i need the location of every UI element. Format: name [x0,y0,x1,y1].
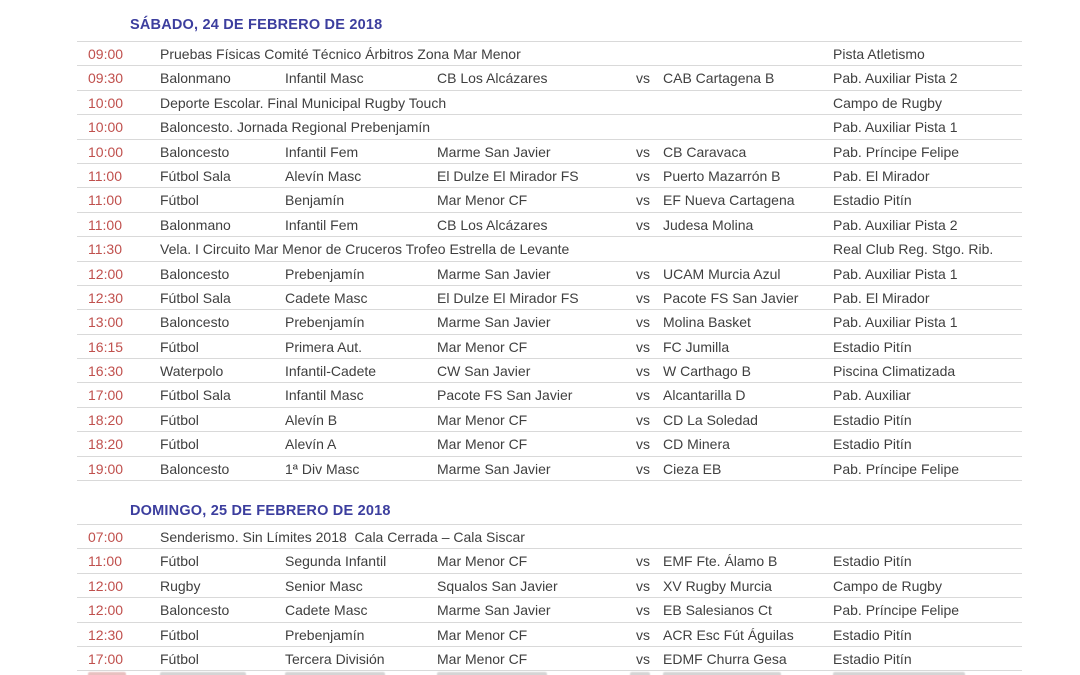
sport-cell: Rugby [160,577,201,594]
vs-cell: vs [636,338,650,355]
away-team-cell: EMF Fte. Álamo B [663,553,778,570]
home-team-cell: Marme San Javier [437,460,551,477]
vs-cell: vs [636,460,650,477]
home-team-cell: Squalos San Javier [437,577,558,594]
venue-cell: Campo de Rugby [833,577,942,594]
sport-cell: Fútbol Sala [160,167,231,184]
category-cell: Cadete Masc [285,602,368,619]
event-cell: Pruebas Físicas Comité Técnico Árbitros Zona Mar Menor [160,46,521,62]
time-cell: 11:00 [88,216,122,233]
category-cell: 1ª Div Masc [285,460,360,477]
time-cell: 13:00 [88,314,124,331]
vs-cell: vs [636,436,650,453]
venue-cell: Real Club Reg. Stgo. Rib. [833,241,994,258]
sport-cell: Baloncesto [160,265,230,282]
table-row [77,42,1022,66]
away-team-cell: Molina Basket [663,314,751,331]
event-cell: Vela. I Circuito Mar Menor de Cruceros Trofeo Estrella de Levante [160,241,570,258]
vs-cell: vs [636,314,650,331]
time-cell: 12:30 [88,289,124,306]
venue-cell: Pab. Auxiliar [833,387,911,404]
table-row [77,383,1022,407]
time-cell: 17:00 [88,387,124,404]
sport-cell: Balonmano [160,70,231,87]
time-cell: 11:00 [88,553,122,570]
category-cell: Infantil Fem [285,216,359,233]
time-cell: 16:30 [88,363,124,380]
time-cell: 17:00 [88,650,124,667]
sunday-section [77,501,1022,675]
table-row [77,457,1022,481]
away-team-cell: FC Jumilla [663,338,730,355]
event-cell: Deporte Escolar. Final Municipal Rugby Touch [160,94,447,111]
venue-cell: Pab. Auxiliar Pista 1 [833,265,958,282]
vs-cell: vs [636,602,650,619]
category-cell: Infantil Masc [285,70,364,87]
table-row [77,115,1022,139]
home-team-cell: Pacote FS San Javier [437,387,573,404]
venue-cell: Pista Atletismo [833,46,925,62]
sport-cell: Fútbol [160,338,199,355]
category-cell: Primera Aut. [285,338,363,355]
vs-cell: vs [636,411,650,428]
home-team-cell: Mar Menor CF [437,650,528,667]
away-team-cell: EF Nueva Cartagena [663,192,795,209]
category-cell: Alevín B [285,411,338,428]
vs-cell: vs [636,363,650,380]
sport-cell: Baloncesto [160,143,230,160]
time-cell: 18:20 [88,436,124,453]
category-cell: Infantil Masc [285,387,364,404]
away-team-cell: Judesa Molina [663,216,754,233]
venue-cell: Estadio Pitín [833,192,912,209]
away-team-cell: Cieza EB [663,460,722,477]
saturday-section-title: SÁBADO, 24 DE FEBRERO DE 2018 [130,17,383,33]
vs-cell: vs [636,577,650,594]
category-cell: Alevín A [285,436,337,453]
away-team-cell: UCAM Murcia Azul [663,265,781,282]
time-cell: 09:00 [88,46,124,62]
away-team-cell: CB Caravaca [663,143,747,160]
home-team-cell: Marme San Javier [437,602,551,619]
vs-cell: vs [636,143,650,160]
venue-cell: Pab. Auxiliar Pista 1 [833,119,958,136]
venue-cell: Estadio Pitín [833,650,912,667]
venue-cell: Estadio Pitín [833,626,912,643]
home-team-cell: Marme San Javier [437,143,551,160]
time-cell: 07:00 [88,529,124,545]
time-cell: 12:30 [88,626,124,643]
venue-cell: Estadio Pitín [833,436,912,453]
sport-cell: Fútbol [160,626,199,643]
away-team-cell: ACR Esc Fút Águilas [663,626,794,643]
sport-cell: Fútbol [160,411,199,428]
category-cell: Alevín Masc [285,167,362,184]
venue-cell: Pab. El Mirador [833,167,930,184]
vs-cell: vs [636,192,650,209]
home-team-cell: Mar Menor CF [437,553,528,570]
table-row [77,66,1022,90]
sport-cell: Fútbol [160,650,199,667]
away-team-cell: CD Minera [663,436,730,453]
table-row [77,335,1022,359]
home-team-cell: Mar Menor CF [437,411,528,428]
home-team-cell: Marme San Javier [437,265,551,282]
sport-cell: Baloncesto [160,460,230,477]
away-team-cell: XV Rugby Murcia [663,577,772,594]
time-cell: 10:00 [88,94,124,111]
table-row [77,188,1022,212]
category-cell: Cadete Masc [285,289,368,306]
home-team-cell: CB Los Alcázares [437,70,548,87]
home-team-cell: CB Los Alcázares [437,216,548,233]
time-cell: 18:20 [88,411,124,428]
venue-cell: Pab. Auxiliar Pista 1 [833,314,958,331]
away-team-cell: Alcantarilla D [663,387,746,404]
home-team-cell: Mar Menor CF [437,436,528,453]
category-cell: Segunda Infantil [285,553,387,570]
time-cell: 12:00 [88,602,124,619]
vs-cell: vs [636,626,650,643]
vs-cell: vs [636,650,650,667]
away-team-cell: EB Salesianos Ct [663,602,772,619]
time-cell: 11:00 [88,192,122,209]
table-row [77,525,1022,549]
vs-cell: vs [636,289,650,306]
venue-cell: Pab. Príncipe Felipe [833,460,960,477]
sport-cell: Balonmano [160,216,231,233]
venue-cell: Pab. Príncipe Felipe [833,602,960,619]
venue-cell: Estadio Pitín [833,411,912,428]
venue-cell: Pab. Auxiliar Pista 2 [833,70,958,87]
away-team-cell: EDMF Churra Gesa [663,650,787,667]
table-row [77,549,1022,573]
venue-cell: Pab. Príncipe Felipe [833,143,960,160]
time-cell: 10:00 [88,119,124,136]
category-cell: Tercera División [285,650,385,667]
table-row [77,237,1022,261]
saturday-rows [77,41,1022,481]
clipped-partial-row [77,671,1022,675]
table-row [77,408,1022,432]
time-cell: 09:30 [88,70,124,87]
away-team-cell: CAB Cartagena B [663,70,775,87]
category-cell: Prebenjamín [285,314,365,331]
sport-cell: Fútbol [160,553,199,570]
home-team-cell: Mar Menor CF [437,192,528,209]
home-team-cell: Mar Menor CF [437,626,528,643]
venue-cell: Estadio Pitín [833,553,912,570]
category-cell: Infantil-Cadete [285,363,377,380]
sport-cell: Fútbol [160,436,199,453]
category-cell: Infantil Fem [285,143,359,160]
table-row [77,164,1022,188]
sport-cell: Baloncesto [160,602,230,619]
sport-cell: Fútbol Sala [160,387,231,404]
home-team-cell: Marme San Javier [437,314,551,331]
time-cell: 11:00 [88,167,122,184]
home-team-cell: Mar Menor CF [437,338,528,355]
table-row [77,286,1022,310]
vs-cell: vs [636,553,650,570]
away-team-cell: Puerto Mazarrón B [663,167,781,184]
vs-cell: vs [636,265,650,282]
time-cell: 12:00 [88,577,124,594]
vs-cell: vs [636,216,650,233]
table-row [77,140,1022,164]
table-row [77,91,1022,115]
away-team-cell: W Carthago B [663,363,751,380]
home-team-cell: CW San Javier [437,363,531,380]
sport-cell: Waterpolo [160,363,224,380]
sunday-section-title: DOMINGO, 25 DE FEBRERO DE 2018 [130,503,391,519]
table-row [77,623,1022,647]
sport-cell: Fútbol [160,192,199,209]
table-row [77,262,1022,286]
away-team-cell: CD La Soledad [663,411,758,428]
vs-cell: vs [636,167,650,184]
saturday-section [77,15,1022,481]
time-cell: 10:00 [88,143,124,160]
sport-cell: Fútbol Sala [160,289,231,306]
category-cell: Prebenjamín [285,265,365,282]
event-cell: Baloncesto. Jornada Regional Prebenjamín [160,119,431,136]
away-team-cell: Pacote FS San Javier [663,289,799,306]
venue-cell: Pab. El Mirador [833,289,930,306]
time-cell: 19:00 [88,460,124,477]
sport-cell: Baloncesto [160,314,230,331]
category-cell: Senior Masc [285,577,363,594]
vs-cell: vs [636,387,650,404]
table-row [77,574,1022,598]
category-cell: Benjamín [285,192,345,209]
vs-cell: vs [636,70,650,87]
table-row [77,213,1022,237]
table-row [77,598,1022,622]
sunday-rows [77,524,1022,671]
home-team-cell: El Dulze El Mirador FS [437,289,579,306]
table-row [77,647,1022,671]
event-cell: Senderismo. Sin Límites 2018 Cala Cerrada – Cala Siscar [160,529,525,545]
table-row [77,432,1022,456]
time-cell: 12:00 [88,265,124,282]
home-team-cell: El Dulze El Mirador FS [437,167,579,184]
category-cell: Prebenjamín [285,626,365,643]
time-cell: 11:30 [88,241,122,258]
venue-cell: Pab. Auxiliar Pista 2 [833,216,958,233]
venue-cell: Estadio Pitín [833,338,912,355]
table-row [77,359,1022,383]
venue-cell: Piscina Climatizada [833,363,956,380]
venue-cell: Campo de Rugby [833,94,942,111]
table-row [77,310,1022,334]
time-cell: 16:15 [88,338,124,355]
